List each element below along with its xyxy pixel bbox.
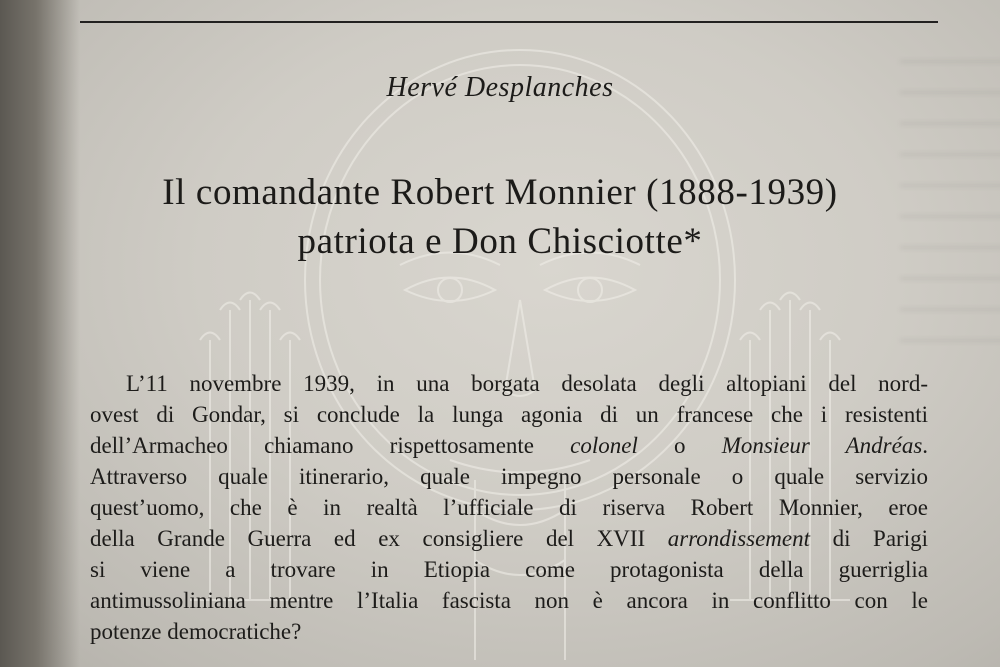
author-name: Hervé Desplanches [386,72,614,103]
paragraph-line-3 [90,430,928,461]
line-3-conjunction: o [637,433,722,458]
italic-colonel: colonel [570,433,638,458]
header-rule [80,21,938,23]
paragraph-line-9: potenze democratiche? [90,619,302,644]
paragraph-line-8: antimussoliniana mentre l’Italia fascista non è ancora in conflitto con le [90,588,928,613]
paragraph-line-6 [90,523,928,554]
paragraph-line-2: ovest di Gondar, si conclude la lunga agonia di un francese che i resistenti [90,402,928,427]
italic-monsieur-andreas: Monsieur Andréas [721,433,923,458]
paragraph-line-1: L’11 novembre 1939, in una borgata desolata degli altopiani del nord- [126,371,928,396]
title-line-2: patriota e Don Chisciotte* [297,221,703,262]
italic-arrondissement: arrondissement [667,526,811,551]
chapter-title [0,168,1000,266]
line-3-period: . [922,433,929,458]
paragraph-line-5: quest’uomo, che è in realtà l’ufficiale di riserva Robert Monnier, eroe [90,495,928,520]
line-6-end: di Parigi [810,526,928,551]
title-line-1: Il comandante Robert Monnier (1888-1939) [162,172,838,213]
paragraph-line-4: Attraverso quale itinerario, quale impegno personale o quale servizio [90,464,928,489]
body-paragraph [90,368,928,647]
line-3-text: dell’Armacheo chiamano rispettosamente [90,433,571,458]
line-6-text: della Grande Guerra ed ex consigliere del XVII [90,526,668,551]
paragraph-line-7: si viene a trovare in Etiopia come protagonista della guerriglia [90,557,928,582]
